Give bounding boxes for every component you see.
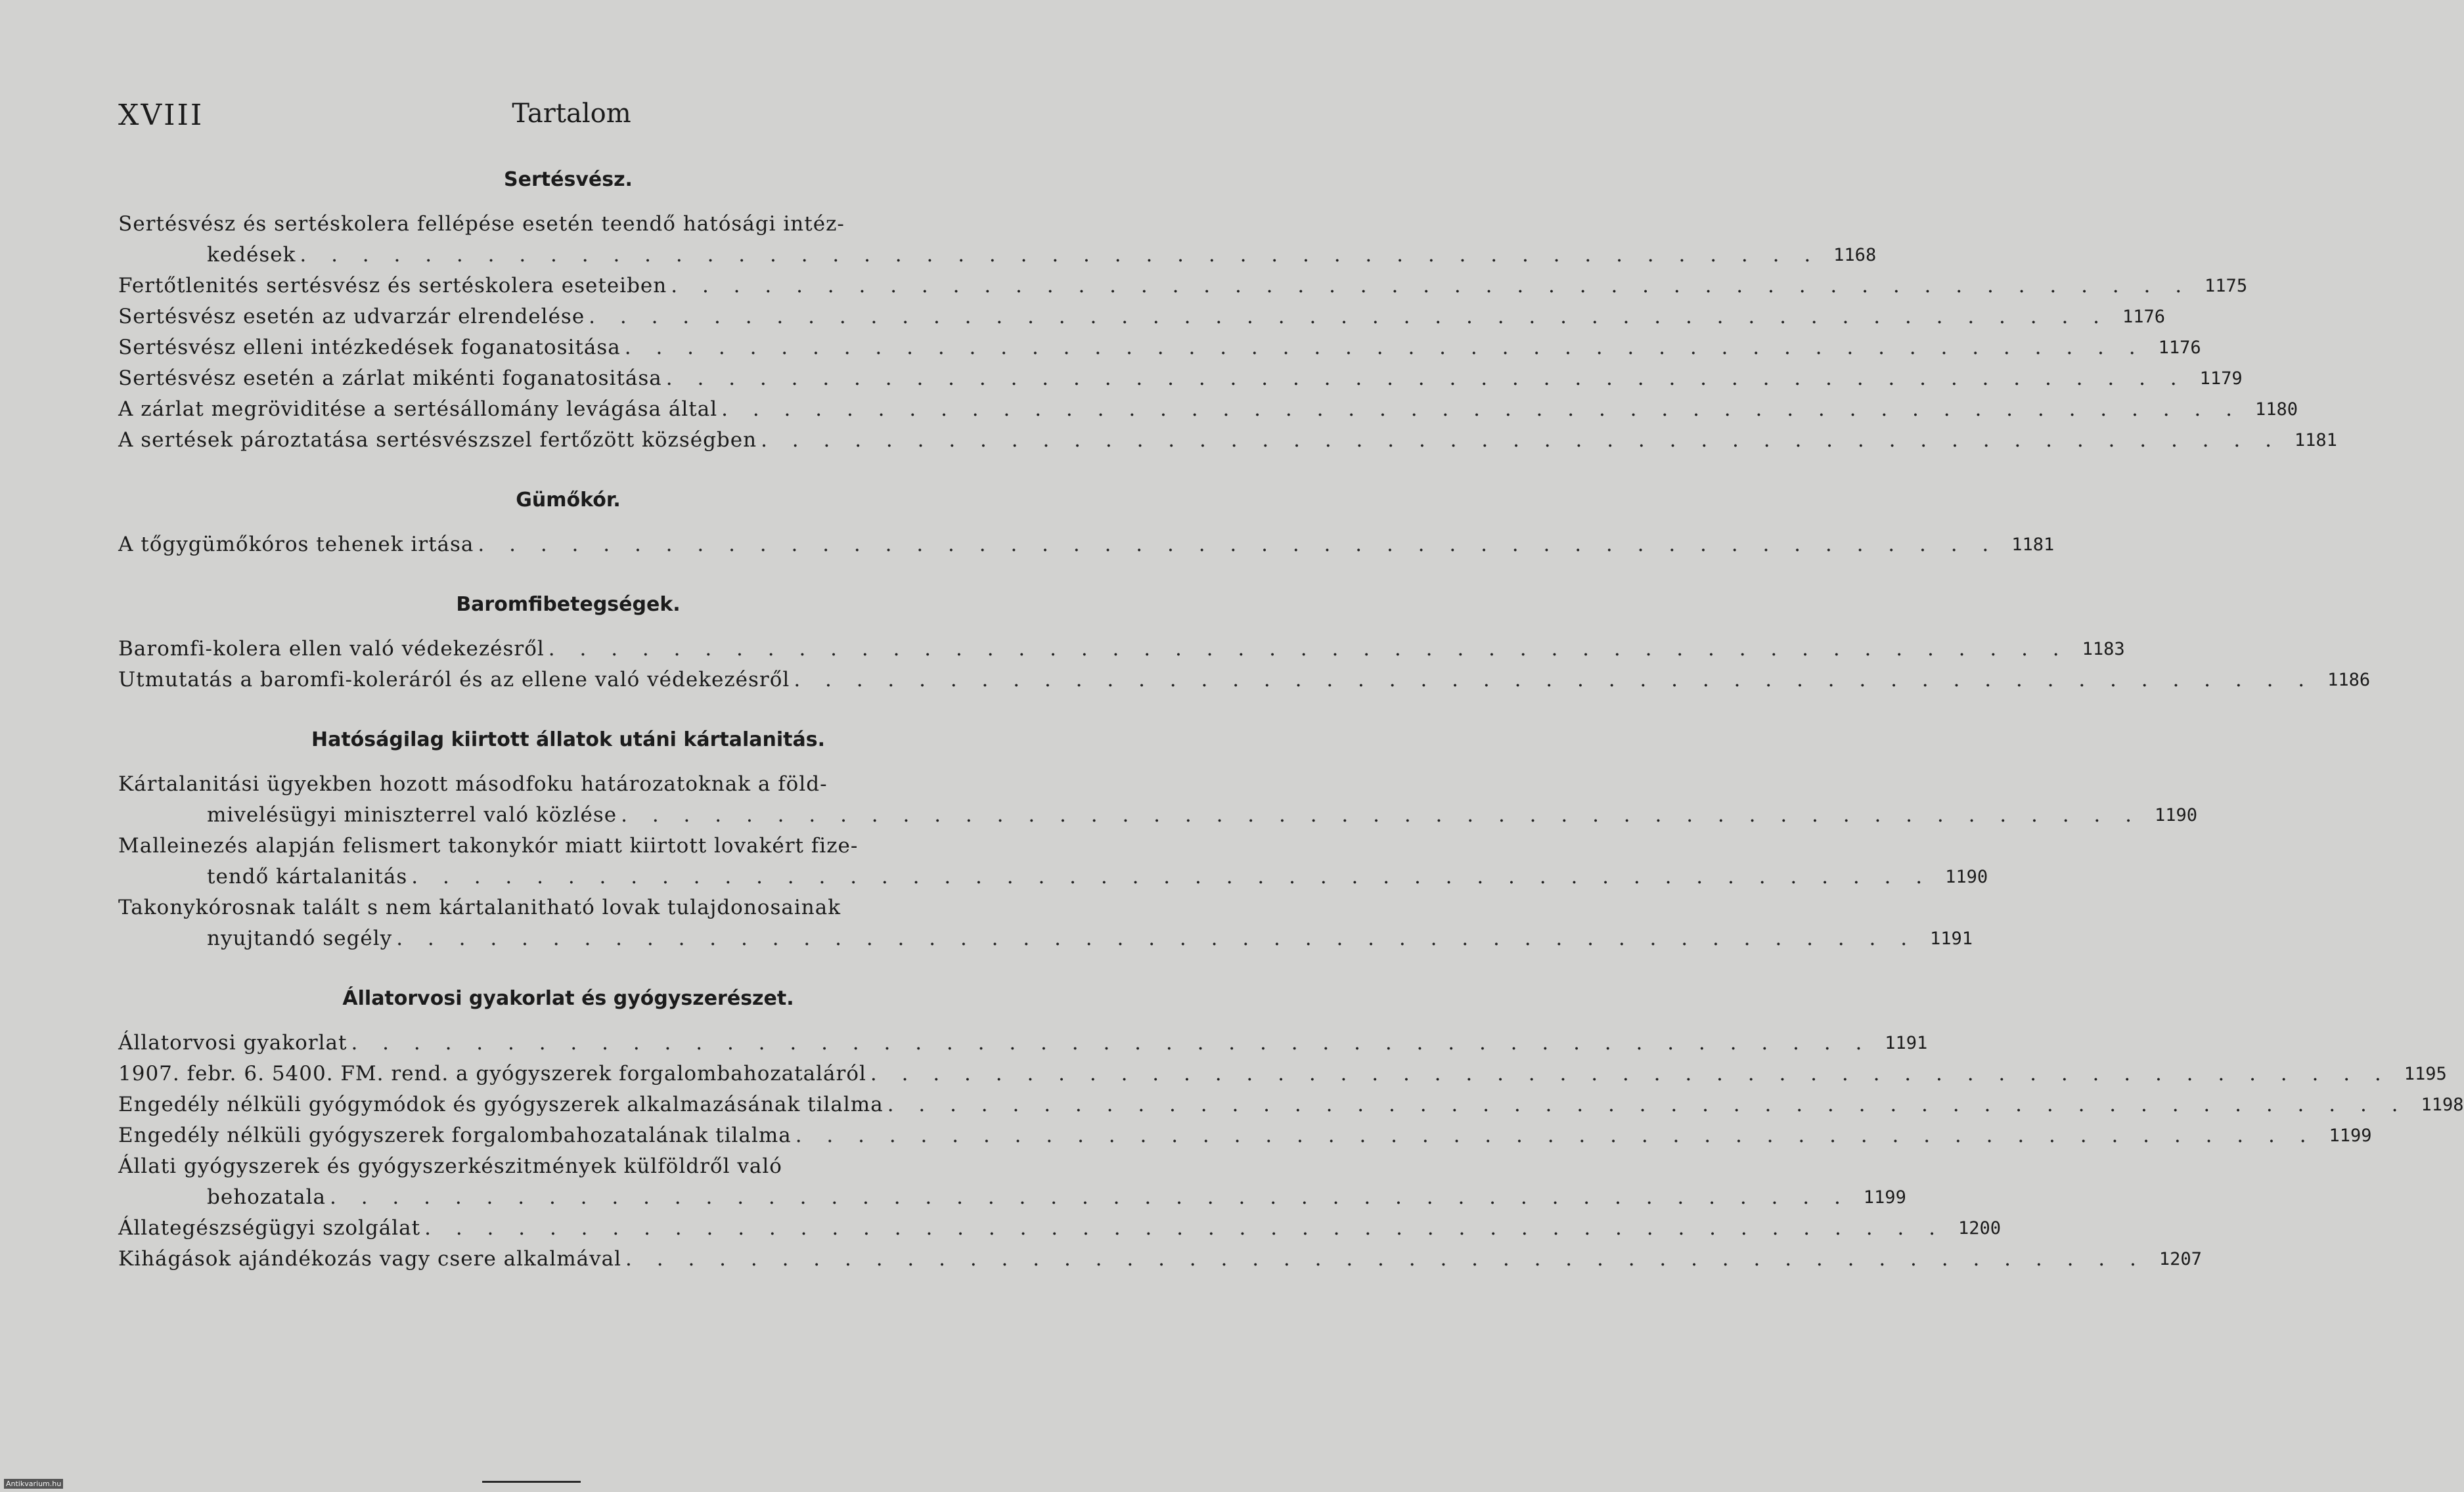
toc-page-number: 1180 bbox=[2254, 399, 2298, 420]
dot-leader: . . . . . . . . . . . . . . . . . . . . . . . . . . . . . . . . . . . . . . . . . . . . . . . . . bbox=[351, 1031, 1871, 1055]
toc-page-number: 1198 bbox=[2421, 1095, 2464, 1115]
toc-page-number: 1186 bbox=[2327, 670, 2371, 690]
dot-leader: . . . . . . . . . . . . . . . . . . . . . . . . . . . . . . . . . . . . . . . . . . . . . . . . . bbox=[721, 397, 2241, 421]
dot-leader: . . . . . . . . . . . . . . . . . . . . . . . . . . . . . . . . . . . . . . . . . . . . . . . . . bbox=[870, 1062, 2390, 1086]
dot-leader: . . . . . . . . . . . . . . . . . . . . . . . . . . . . . . . . . . . . . . . . . . . . . . . . . bbox=[624, 336, 2145, 359]
toc-entry bbox=[118, 634, 2125, 665]
toc-entry bbox=[118, 831, 1988, 892]
toc-entry bbox=[118, 425, 2337, 456]
toc-entry-line bbox=[118, 1028, 1928, 1059]
dot-leader: . . . . . . . . . . . . . . . . . . . . . . . . . . . . . . . . . . . . . . . . . . . . . . . . . bbox=[300, 243, 1820, 267]
section-heading: Sertésvész. bbox=[504, 168, 633, 191]
toc-entry-line bbox=[118, 1244, 2202, 1275]
toc-page-number: 1190 bbox=[2154, 805, 2197, 825]
toc-entry-text: mivelésügyi miniszterrel való közlése bbox=[207, 803, 617, 827]
dot-leader: . . . . . . . . . . . . . . . . . . . . . . . . . . . . . . . . . . . . . . . . . . . . . . . . . bbox=[621, 803, 2141, 827]
page-title: Tartalom bbox=[512, 99, 631, 129]
toc-entry-line bbox=[118, 1182, 1906, 1213]
toc-entry-line bbox=[118, 425, 2337, 456]
toc-entry-line bbox=[118, 1213, 2001, 1244]
dot-leader: . . . . . . . . . . . . . . . . . . . . . . . . . . . . . . . . . . . . . . . . . . . . . . . . . bbox=[665, 366, 2186, 390]
toc-entry-text: Kártalanitási ügyekben hozott másodfoku határozatoknak a föld- bbox=[118, 772, 828, 796]
toc-entry bbox=[118, 1120, 2372, 1151]
watermark: Antikvarium.hu bbox=[4, 1479, 63, 1489]
toc-page-number: 1179 bbox=[2199, 368, 2243, 389]
page-header bbox=[118, 99, 1025, 138]
dot-leader: . . . . . . . . . . . . . . . . . . . . . . . . . . . . . . . . . . . . . . . . . . . . . . . . . bbox=[548, 637, 2069, 661]
toc-entry bbox=[118, 332, 2201, 363]
page-number: XVIII bbox=[118, 99, 204, 132]
toc-entry bbox=[118, 1244, 2202, 1275]
toc-entry-line bbox=[118, 271, 2248, 301]
dot-leader: . . . . . . . . . . . . . . . . . . . . . . . . . . . . . . . . . . . . . . . . . . . . . . . . . bbox=[671, 274, 2191, 297]
section-heading: Gümőkór. bbox=[516, 489, 621, 512]
dot-leader: . . . . . . . . . . . . . . . . . . . . . . . . . . . . . . . . . . . . . . . . . . . . . . . . . bbox=[424, 1216, 1944, 1240]
toc-entry-line bbox=[118, 301, 2166, 332]
toc-entry-line bbox=[118, 332, 2201, 363]
toc-page-number: 1181 bbox=[2011, 535, 2055, 555]
dot-leader: . . . . . . . . . . . . . . . . . . . . . . . . . . . . . . . . . . . . . . . . . . . . . . . . . bbox=[396, 927, 1917, 950]
toc-entry-line bbox=[118, 1089, 2464, 1120]
toc-page-number: 1199 bbox=[1863, 1187, 1906, 1208]
toc-entry-text: Sertésvész és sertéskolera fellépése esetén teendő hatósági intéz- bbox=[118, 212, 845, 236]
toc-entry-text: Sertésvész esetén az udvarzár elrendelése bbox=[118, 305, 585, 328]
toc-entry-text: Fertőtlenités sertésvész és sertéskolera eseteiben bbox=[118, 274, 667, 297]
toc-entry-line bbox=[118, 1151, 1018, 1182]
toc-entry-text: Utmutatás a baromfi-koleráról és az ellene való védekezésről bbox=[118, 668, 790, 691]
toc-page-number: 1191 bbox=[1930, 929, 1973, 949]
section-heading: Baromfibetegségek. bbox=[456, 593, 681, 616]
dot-leader: . . . . . . . . . . . . . . . . . . . . . . . . . . . . . . . . . . . . . . . . . . . . . . . . . bbox=[795, 1124, 2316, 1147]
dot-leader: . . . . . . . . . . . . . . . . . . . . . . . . . . . . . . . . . . . . . . . . . . . . . . . . . bbox=[794, 668, 2314, 691]
toc-entry-text: A zárlat megröviditése a sertésállomány levágása által bbox=[118, 397, 718, 421]
toc-page-number: 1176 bbox=[2122, 307, 2166, 327]
toc-page-number: 1175 bbox=[2205, 276, 2248, 296]
toc-entry-text: 1907. febr. 6. 5400. FM. rend. a gyógyszerek forgalombahozataláról bbox=[118, 1062, 866, 1086]
toc-entry bbox=[118, 271, 2248, 301]
toc-entry-line bbox=[118, 831, 1018, 862]
toc-entry bbox=[118, 769, 2197, 831]
toc-page-number: 1200 bbox=[1958, 1218, 2001, 1239]
toc-entry bbox=[118, 1151, 1906, 1213]
toc-entry-text: Takonykórosnak talált s nem kártalanitható lovak tulajdonosainak bbox=[118, 896, 841, 919]
toc-entry bbox=[118, 394, 2298, 425]
toc-entry-text: Állategészségügyi szolgálat bbox=[118, 1216, 421, 1240]
section-heading: Állatorvosi gyakorlat és gyógyszerészet. bbox=[342, 987, 794, 1010]
table-of-contents bbox=[118, 164, 2464, 1275]
toc-entry-text: Engedély nélküli gyógyszerek forgalombahozatalának tilalma bbox=[118, 1124, 792, 1147]
toc-entry-line bbox=[118, 240, 1877, 271]
toc-entry-line bbox=[118, 529, 2055, 560]
toc-entry-line bbox=[118, 363, 2243, 394]
toc-entry-line bbox=[118, 923, 1973, 954]
toc-entry-line bbox=[118, 634, 2125, 665]
toc-entry-text: Malleinezés alapján felismert takonykór miatt kiirtott lovakért fize- bbox=[118, 834, 859, 858]
toc-page-number: 1199 bbox=[2329, 1126, 2372, 1146]
toc-entry-line bbox=[118, 862, 1988, 892]
toc-page-number: 1168 bbox=[1833, 245, 1877, 265]
dot-leader: . . . . . . . . . . . . . . . . . . . . . . . . . . . . . . . . . . . . . . . . . . . . . . . . . bbox=[329, 1185, 1850, 1209]
toc-entry-text: Sertésvész esetén a zárlat mikénti foganatositása bbox=[118, 366, 662, 390]
toc-entry-text: Állati gyógyszerek és gyógyszerkészitmények külföldről való bbox=[118, 1154, 782, 1178]
toc-entry-text: nyujtandó segély bbox=[207, 927, 393, 950]
dot-leader: . . . . . . . . . . . . . . . . . . . . . . . . . . . . . . . . . . . . . . . . . . . . . . . . . bbox=[589, 305, 2109, 328]
dot-leader: . . . . . . . . . . . . . . . . . . . . . . . . . . . . . . . . . . . . . . . . . . . . . . . . . bbox=[887, 1093, 2408, 1116]
toc-entry-text: tendő kártalanitás bbox=[207, 865, 408, 889]
toc-entry-text: behozatala bbox=[207, 1185, 326, 1209]
toc-entry bbox=[118, 1028, 1928, 1059]
toc-entry bbox=[118, 892, 1973, 954]
dot-leader: . . . . . . . . . . . . . . . . . . . . . . . . . . . . . . . . . . . . . . . . . . . . . . . . . bbox=[761, 428, 2281, 452]
toc-entry-text: A tőgygümőkóros tehenek irtása bbox=[118, 533, 474, 556]
toc-entry-text: Engedély nélküli gyógymódok és gyógyszerek alkalmazásának tilalma bbox=[118, 1093, 884, 1116]
toc-entry-line bbox=[118, 1059, 2447, 1089]
toc-page-number: 1176 bbox=[2158, 338, 2201, 358]
toc-entry-line bbox=[118, 769, 1018, 800]
toc-entry-line bbox=[118, 394, 2298, 425]
dot-leader: . . . . . . . . . . . . . . . . . . . . . . . . . . . . . . . . . . . . . . . . . . . . . . . . . bbox=[478, 533, 1998, 556]
section-heading: Hatóságilag kiirtott állatok utáni kártalanitás. bbox=[311, 728, 825, 751]
dot-leader: . . . . . . . . . . . . . . . . . . . . . . . . . . . . . . . . . . . . . . . . . . . . . . . . . bbox=[625, 1247, 2145, 1271]
toc-page-number: 1181 bbox=[2294, 430, 2337, 450]
toc-entry bbox=[118, 363, 2243, 394]
toc-entry-line bbox=[118, 800, 2197, 831]
toc-page-number: 1195 bbox=[2404, 1064, 2447, 1084]
toc-page-number: 1207 bbox=[2159, 1249, 2202, 1269]
toc-entry-text: Sertésvész elleni intézkedések foganatositása bbox=[118, 336, 621, 359]
toc-entry-text: kedések bbox=[207, 243, 296, 267]
toc-entry-line bbox=[118, 892, 1018, 923]
footer-rule bbox=[482, 1481, 581, 1483]
toc-entry bbox=[118, 665, 2371, 695]
toc-entry bbox=[118, 1089, 2464, 1120]
toc-entry bbox=[118, 209, 1877, 271]
toc-entry-text: Állatorvosi gyakorlat bbox=[118, 1031, 347, 1055]
toc-page-number: 1190 bbox=[1945, 867, 1988, 887]
toc-entry bbox=[118, 529, 2055, 560]
toc-entry-line bbox=[118, 209, 1018, 240]
toc-entry-line bbox=[118, 1120, 2372, 1151]
toc-entry-text: Baromfi-kolera ellen való védekezésről bbox=[118, 637, 545, 661]
toc-entry-text: A sertések pároztatása sertésvészszel fertőzött községben bbox=[118, 428, 757, 452]
toc-page-number: 1183 bbox=[2082, 639, 2125, 659]
toc-entry-line bbox=[118, 665, 2371, 695]
toc-entry bbox=[118, 301, 2166, 332]
toc-page-number: 1191 bbox=[1885, 1033, 1928, 1053]
dot-leader: . . . . . . . . . . . . . . . . . . . . . . . . . . . . . . . . . . . . . . . . . . . . . . . . . bbox=[411, 865, 1932, 889]
toc-entry-text: Kihágások ajándékozás vagy csere alkalmával bbox=[118, 1247, 622, 1271]
toc-entry bbox=[118, 1213, 2001, 1244]
toc-entry bbox=[118, 1059, 2447, 1089]
